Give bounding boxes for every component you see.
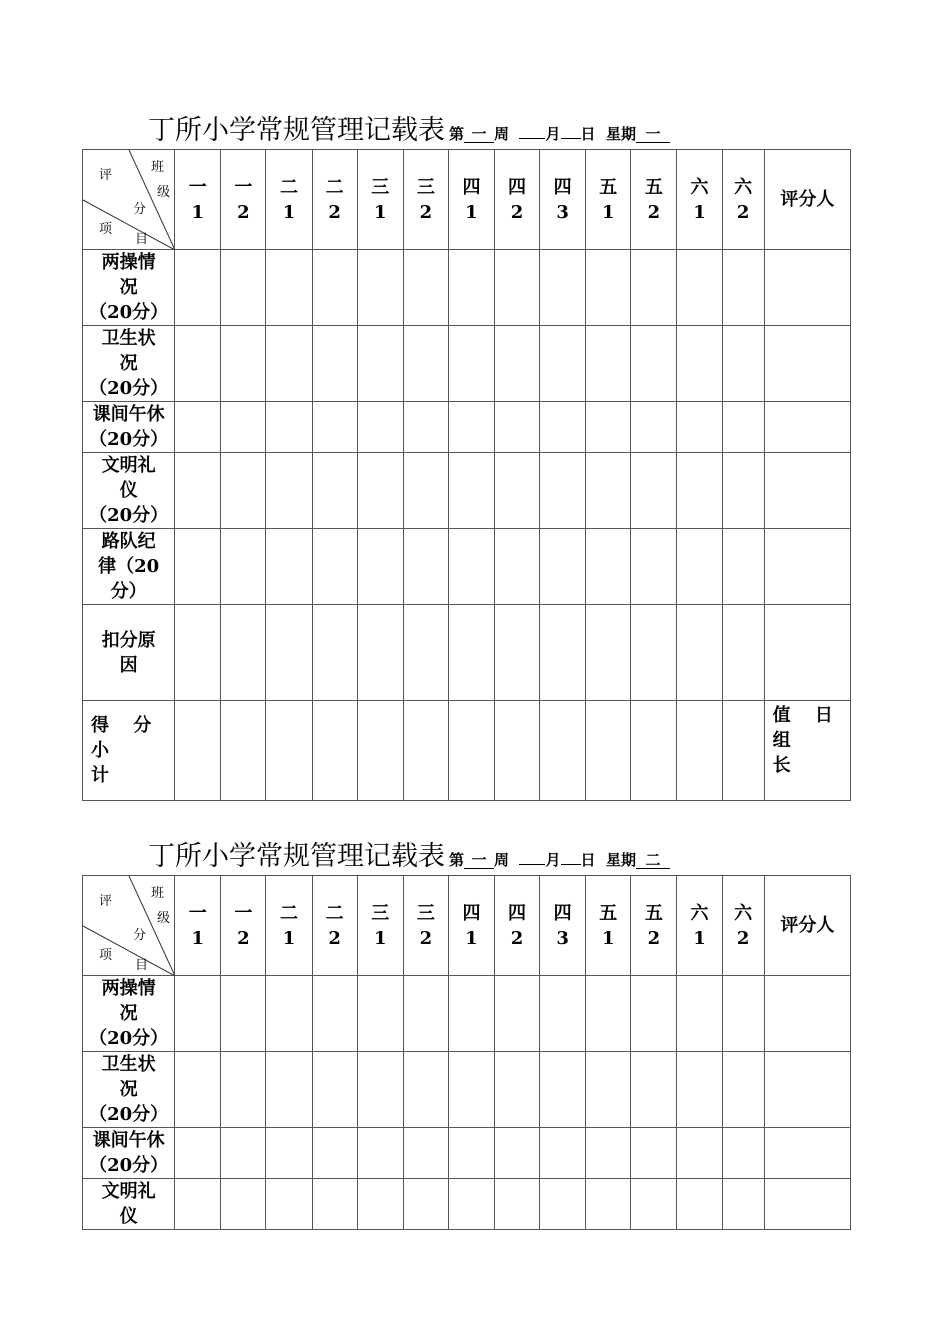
class-num: 2 xyxy=(328,201,341,223)
header-row xyxy=(83,876,851,976)
scorer-cell[interactable] xyxy=(764,1128,850,1179)
score-cell[interactable] xyxy=(312,326,357,402)
class-grade: 一 xyxy=(234,902,253,924)
score-cell[interactable] xyxy=(403,1179,448,1230)
row-label: 课间午休 （20分） xyxy=(83,402,175,453)
class-grade: 五 xyxy=(599,902,618,924)
class-num: 1 xyxy=(693,927,706,949)
class-num: 1 xyxy=(191,927,205,949)
week-suffix: 周 xyxy=(494,125,510,143)
score-cell[interactable] xyxy=(722,1052,764,1128)
score-cell[interactable] xyxy=(540,402,586,453)
score-cell[interactable] xyxy=(448,1128,494,1179)
row-label: 课间午休 （20分） xyxy=(83,1128,175,1179)
score-cell[interactable] xyxy=(403,453,448,529)
day-label: 日 xyxy=(580,851,596,869)
class-num: 3 xyxy=(556,201,569,223)
scorer-cell[interactable] xyxy=(764,1052,850,1128)
score-cell[interactable] xyxy=(540,326,586,402)
score-cell[interactable] xyxy=(175,326,221,402)
class-grade: 六 xyxy=(734,902,753,924)
class-grade: 三 xyxy=(416,176,435,198)
class-num: 2 xyxy=(736,201,750,223)
corner-ji: 级 xyxy=(157,185,171,200)
corner-cell xyxy=(83,150,175,250)
score-cell[interactable] xyxy=(722,250,764,326)
class-grade: 四 xyxy=(462,176,481,198)
score-cell[interactable] xyxy=(221,453,266,529)
class-grade: 六 xyxy=(734,176,753,198)
score-cell[interactable] xyxy=(221,605,266,701)
day-field[interactable] xyxy=(561,138,581,139)
score-cell[interactable] xyxy=(495,701,540,801)
score-cell[interactable] xyxy=(175,976,221,1052)
class-header xyxy=(448,150,494,250)
score-cell[interactable] xyxy=(357,976,403,1052)
table-row xyxy=(83,529,851,605)
header-row xyxy=(83,150,851,250)
score-cell[interactable] xyxy=(540,701,586,801)
week-prefix: 第 xyxy=(449,125,465,143)
duty-leader-cell: 值 日 组 长 xyxy=(764,701,850,801)
class-grade: 三 xyxy=(371,902,390,924)
score-cell[interactable] xyxy=(677,453,722,529)
class-header xyxy=(495,876,540,976)
row-label: 两操情 况 （20分） xyxy=(83,250,175,326)
corner-ban: 班 xyxy=(151,886,165,901)
score-cell[interactable] xyxy=(677,1052,722,1128)
score-cell[interactable] xyxy=(448,326,494,402)
class-num: 1 xyxy=(282,927,296,949)
class-header xyxy=(403,876,448,976)
class-num: 2 xyxy=(419,927,433,949)
class-grade: 二 xyxy=(280,902,298,924)
score-cell[interactable] xyxy=(403,529,448,605)
class-grade: 六 xyxy=(690,176,709,198)
score-cell[interactable] xyxy=(312,402,357,453)
score-cell[interactable] xyxy=(221,976,266,1052)
score-cell[interactable] xyxy=(722,402,764,453)
score-cell[interactable] xyxy=(357,1128,403,1179)
month-label: 月 xyxy=(545,125,561,143)
score-cell[interactable] xyxy=(495,402,540,453)
scorer-header: 评分人 xyxy=(764,876,850,976)
score-cell[interactable] xyxy=(722,1128,764,1179)
table-row xyxy=(83,976,851,1052)
score-cell[interactable] xyxy=(221,1128,266,1179)
class-grade: 六 xyxy=(690,902,709,924)
score-cell[interactable] xyxy=(540,529,586,605)
day-field[interactable] xyxy=(561,864,581,865)
score-cell[interactable] xyxy=(266,976,312,1052)
score-cell[interactable] xyxy=(586,605,631,701)
class-grade: 一 xyxy=(188,902,207,924)
corner-fen: 分 xyxy=(133,928,147,943)
score-cell[interactable] xyxy=(677,402,722,453)
table-row xyxy=(83,250,851,326)
score-cell[interactable] xyxy=(448,529,494,605)
class-header xyxy=(722,876,764,976)
score-cell[interactable] xyxy=(495,1128,540,1179)
sheet2-title: 丁所小学常规管理记载表 xyxy=(148,841,445,872)
sheet2-table xyxy=(82,875,851,1230)
score-cell[interactable] xyxy=(448,250,494,326)
class-num: 2 xyxy=(419,201,433,223)
score-cell[interactable] xyxy=(540,976,586,1052)
score-cell[interactable] xyxy=(677,1128,722,1179)
score-cell[interactable] xyxy=(448,605,494,701)
week-prefix: 第 xyxy=(449,851,465,869)
score-cell[interactable] xyxy=(722,529,764,605)
table-row xyxy=(83,1052,851,1128)
score-cell[interactable] xyxy=(403,1052,448,1128)
corner-ji: 级 xyxy=(157,911,171,926)
score-cell[interactable] xyxy=(357,326,403,402)
scorer-cell[interactable] xyxy=(764,976,850,1052)
score-cell[interactable] xyxy=(586,1179,631,1230)
week-suffix: 周 xyxy=(494,851,510,869)
scorer-cell[interactable] xyxy=(764,326,850,402)
table-row xyxy=(83,326,851,402)
score-cell[interactable] xyxy=(357,529,403,605)
class-num: 2 xyxy=(237,927,250,949)
corner-cell xyxy=(83,876,175,976)
score-cell[interactable] xyxy=(540,1179,586,1230)
score-cell[interactable] xyxy=(175,529,221,605)
class-num: 2 xyxy=(647,927,661,949)
score-cell[interactable] xyxy=(448,976,494,1052)
score-cell[interactable] xyxy=(495,1052,540,1128)
class-grade: 二 xyxy=(280,176,298,198)
score-cell[interactable] xyxy=(586,701,631,801)
score-cell[interactable] xyxy=(677,1179,722,1230)
score-cell[interactable] xyxy=(221,326,266,402)
score-cell[interactable] xyxy=(586,529,631,605)
row-label: 文明礼 仪 （20分） xyxy=(83,453,175,529)
score-cell[interactable] xyxy=(403,976,448,1052)
score-cell[interactable] xyxy=(403,326,448,402)
scorer-cell[interactable] xyxy=(764,529,850,605)
score-cell[interactable] xyxy=(312,976,357,1052)
score-cell[interactable] xyxy=(677,605,722,701)
corner-fen: 分 xyxy=(133,202,147,217)
score-cell[interactable] xyxy=(677,701,722,801)
score-cell[interactable] xyxy=(221,250,266,326)
score-cell[interactable] xyxy=(357,701,403,801)
scorer-cell[interactable] xyxy=(764,605,850,701)
weekday-field[interactable]: 二 xyxy=(636,852,670,869)
class-grade: 五 xyxy=(644,176,663,198)
class-grade: 一 xyxy=(234,176,253,198)
score-cell[interactable] xyxy=(495,976,540,1052)
class-num: 1 xyxy=(465,927,478,949)
score-cell[interactable] xyxy=(266,453,312,529)
class-header xyxy=(357,876,403,976)
score-cell[interactable] xyxy=(631,1052,677,1128)
score-cell[interactable] xyxy=(722,701,764,801)
class-header xyxy=(586,876,631,976)
score-cell[interactable] xyxy=(448,1052,494,1128)
score-cell[interactable] xyxy=(448,1179,494,1230)
score-cell[interactable] xyxy=(722,326,764,402)
row-label: 两操情 况 （20分） xyxy=(83,976,175,1052)
class-header xyxy=(631,876,677,976)
score-cell[interactable] xyxy=(175,453,221,529)
score-cell[interactable] xyxy=(266,605,312,701)
class-header xyxy=(221,876,266,976)
class-header xyxy=(540,876,586,976)
sheet1-title: 丁所小学常规管理记载表 xyxy=(148,115,445,146)
row-label: 文明礼 仪 xyxy=(83,1179,175,1230)
month-field[interactable] xyxy=(519,864,545,865)
day-label: 日 xyxy=(580,125,596,143)
class-grade: 四 xyxy=(553,902,572,924)
class-grade: 三 xyxy=(371,176,390,198)
table-row xyxy=(83,453,851,529)
score-cell[interactable] xyxy=(677,326,722,402)
score-cell[interactable] xyxy=(221,529,266,605)
score-cell[interactable] xyxy=(631,250,677,326)
month-field[interactable] xyxy=(519,138,545,139)
score-cell[interactable] xyxy=(495,453,540,529)
score-cell[interactable] xyxy=(677,529,722,605)
subtotal-row xyxy=(83,701,851,801)
score-cell[interactable] xyxy=(495,1179,540,1230)
class-header xyxy=(403,150,448,250)
scorer-header: 评分人 xyxy=(764,150,850,250)
score-cell[interactable] xyxy=(722,976,764,1052)
class-header xyxy=(540,150,586,250)
scorer-cell[interactable] xyxy=(764,402,850,453)
weekday-label: 星期 xyxy=(605,125,636,143)
scorer-cell[interactable] xyxy=(764,250,850,326)
score-cell[interactable] xyxy=(175,1179,221,1230)
score-cell[interactable] xyxy=(448,701,494,801)
class-num: 2 xyxy=(510,927,524,949)
score-cell[interactable] xyxy=(175,402,221,453)
sheet1-table xyxy=(82,149,851,801)
table-row xyxy=(83,1128,851,1179)
score-cell[interactable] xyxy=(631,1128,677,1179)
score-cell[interactable] xyxy=(175,701,221,801)
class-grade: 二 xyxy=(325,902,344,924)
scorer-cell[interactable] xyxy=(764,453,850,529)
score-cell[interactable] xyxy=(312,1052,357,1128)
class-header xyxy=(221,150,266,250)
score-cell[interactable] xyxy=(266,402,312,453)
class-header xyxy=(357,150,403,250)
score-cell[interactable] xyxy=(221,402,266,453)
subtotal-label: 得 分 小 计 xyxy=(83,701,175,801)
corner-xiang: 项 xyxy=(99,222,113,237)
row-label: 扣分原 因 xyxy=(83,605,175,701)
score-cell[interactable] xyxy=(631,1179,677,1230)
score-cell[interactable] xyxy=(266,701,312,801)
score-cell[interactable] xyxy=(631,326,677,402)
week-field[interactable]: 一 xyxy=(464,852,494,869)
score-cell[interactable] xyxy=(357,1179,403,1230)
class-grade: 五 xyxy=(599,176,618,198)
class-header xyxy=(448,876,494,976)
score-cell[interactable] xyxy=(586,250,631,326)
class-header xyxy=(677,150,722,250)
row-label: 卫生状 况 （20分） xyxy=(83,326,175,402)
score-cell[interactable] xyxy=(175,250,221,326)
sheet1-title-row xyxy=(148,108,670,147)
score-cell[interactable] xyxy=(175,605,221,701)
class-num: 2 xyxy=(328,927,341,949)
month-label: 月 xyxy=(545,851,561,869)
corner-xiang: 项 xyxy=(99,948,113,963)
score-cell[interactable] xyxy=(221,701,266,801)
class-num: 2 xyxy=(736,927,750,949)
score-cell[interactable] xyxy=(586,453,631,529)
class-header xyxy=(586,150,631,250)
class-header xyxy=(175,150,221,250)
table-row xyxy=(83,402,851,453)
score-cell[interactable] xyxy=(357,250,403,326)
class-num: 1 xyxy=(602,927,615,949)
score-cell[interactable] xyxy=(540,1128,586,1179)
score-cell[interactable] xyxy=(586,1128,631,1179)
class-header xyxy=(495,150,540,250)
class-num: 2 xyxy=(647,201,661,223)
score-cell[interactable] xyxy=(586,976,631,1052)
score-cell[interactable] xyxy=(540,453,586,529)
class-num: 3 xyxy=(556,927,569,949)
score-cell[interactable] xyxy=(495,326,540,402)
score-cell[interactable] xyxy=(221,1052,266,1128)
class-num: 1 xyxy=(693,201,706,223)
score-cell[interactable] xyxy=(266,1052,312,1128)
score-cell[interactable] xyxy=(403,250,448,326)
score-cell[interactable] xyxy=(722,605,764,701)
class-header xyxy=(722,150,764,250)
class-header xyxy=(266,150,312,250)
score-cell[interactable] xyxy=(312,701,357,801)
class-num: 1 xyxy=(602,201,615,223)
score-cell[interactable] xyxy=(221,1179,266,1230)
score-cell[interactable] xyxy=(677,250,722,326)
class-num: 2 xyxy=(510,201,524,223)
class-header xyxy=(175,876,221,976)
row-label: 路队纪 律（20 分） xyxy=(83,529,175,605)
score-cell[interactable] xyxy=(631,453,677,529)
class-grade: 四 xyxy=(508,176,527,198)
class-header xyxy=(312,876,357,976)
class-header xyxy=(266,876,312,976)
class-grade: 二 xyxy=(325,176,344,198)
score-cell[interactable] xyxy=(677,976,722,1052)
score-cell[interactable] xyxy=(266,529,312,605)
class-num: 1 xyxy=(373,927,387,949)
score-cell[interactable] xyxy=(403,605,448,701)
score-cell[interactable] xyxy=(312,529,357,605)
class-grade: 四 xyxy=(462,902,481,924)
score-cell[interactable] xyxy=(540,1052,586,1128)
score-cell[interactable] xyxy=(495,605,540,701)
class-num: 2 xyxy=(237,201,250,223)
score-cell[interactable] xyxy=(631,402,677,453)
class-num: 1 xyxy=(282,201,296,223)
corner-ban: 班 xyxy=(151,160,165,175)
class-header xyxy=(312,150,357,250)
score-cell[interactable] xyxy=(175,1128,221,1179)
score-cell[interactable] xyxy=(266,1128,312,1179)
row-label: 卫生状 况 （20分） xyxy=(83,1052,175,1128)
score-cell[interactable] xyxy=(495,529,540,605)
class-header xyxy=(677,876,722,976)
class-grade: 五 xyxy=(644,902,663,924)
class-grade: 三 xyxy=(416,902,435,924)
score-cell[interactable] xyxy=(586,1052,631,1128)
class-grade: 一 xyxy=(188,176,207,198)
score-cell[interactable] xyxy=(540,605,586,701)
class-header xyxy=(631,150,677,250)
score-cell[interactable] xyxy=(312,1179,357,1230)
score-cell[interactable] xyxy=(403,1128,448,1179)
score-cell[interactable] xyxy=(722,1179,764,1230)
score-cell[interactable] xyxy=(631,701,677,801)
score-cell[interactable] xyxy=(312,605,357,701)
score-cell[interactable] xyxy=(266,326,312,402)
score-cell[interactable] xyxy=(540,250,586,326)
score-cell[interactable] xyxy=(631,976,677,1052)
score-cell[interactable] xyxy=(403,402,448,453)
score-cell[interactable] xyxy=(175,1052,221,1128)
corner-ping: 评 xyxy=(99,168,113,183)
class-grade: 四 xyxy=(508,902,527,924)
class-num: 1 xyxy=(465,201,478,223)
score-cell[interactable] xyxy=(357,605,403,701)
score-cell[interactable] xyxy=(631,605,677,701)
score-cell[interactable] xyxy=(586,402,631,453)
class-grade: 四 xyxy=(553,176,572,198)
scorer-cell[interactable] xyxy=(764,1179,850,1230)
corner-mu: 目 xyxy=(135,958,149,973)
score-cell[interactable] xyxy=(357,1052,403,1128)
score-cell[interactable] xyxy=(312,250,357,326)
score-cell[interactable] xyxy=(631,529,677,605)
table-row xyxy=(83,1179,851,1230)
sheet2-title-row xyxy=(148,834,670,873)
score-cell[interactable] xyxy=(357,453,403,529)
score-cell[interactable] xyxy=(495,250,540,326)
score-cell[interactable] xyxy=(448,402,494,453)
score-cell[interactable] xyxy=(448,453,494,529)
corner-mu: 目 xyxy=(135,232,149,247)
score-cell[interactable] xyxy=(357,402,403,453)
score-cell[interactable] xyxy=(403,701,448,801)
score-cell[interactable] xyxy=(312,453,357,529)
class-num: 1 xyxy=(191,201,205,223)
score-cell[interactable] xyxy=(586,326,631,402)
score-cell[interactable] xyxy=(266,250,312,326)
weekday-label: 星期 xyxy=(605,851,636,869)
sheet2-date-line xyxy=(449,851,670,869)
class-num: 1 xyxy=(373,201,387,223)
week-field[interactable]: 一 xyxy=(464,126,494,143)
score-cell[interactable] xyxy=(722,453,764,529)
score-cell[interactable] xyxy=(312,1128,357,1179)
sheet1-date-line xyxy=(449,125,670,143)
score-cell[interactable] xyxy=(266,1179,312,1230)
corner-ping: 评 xyxy=(99,894,113,909)
weekday-field[interactable]: 一 xyxy=(636,126,670,143)
table-row xyxy=(83,605,851,701)
